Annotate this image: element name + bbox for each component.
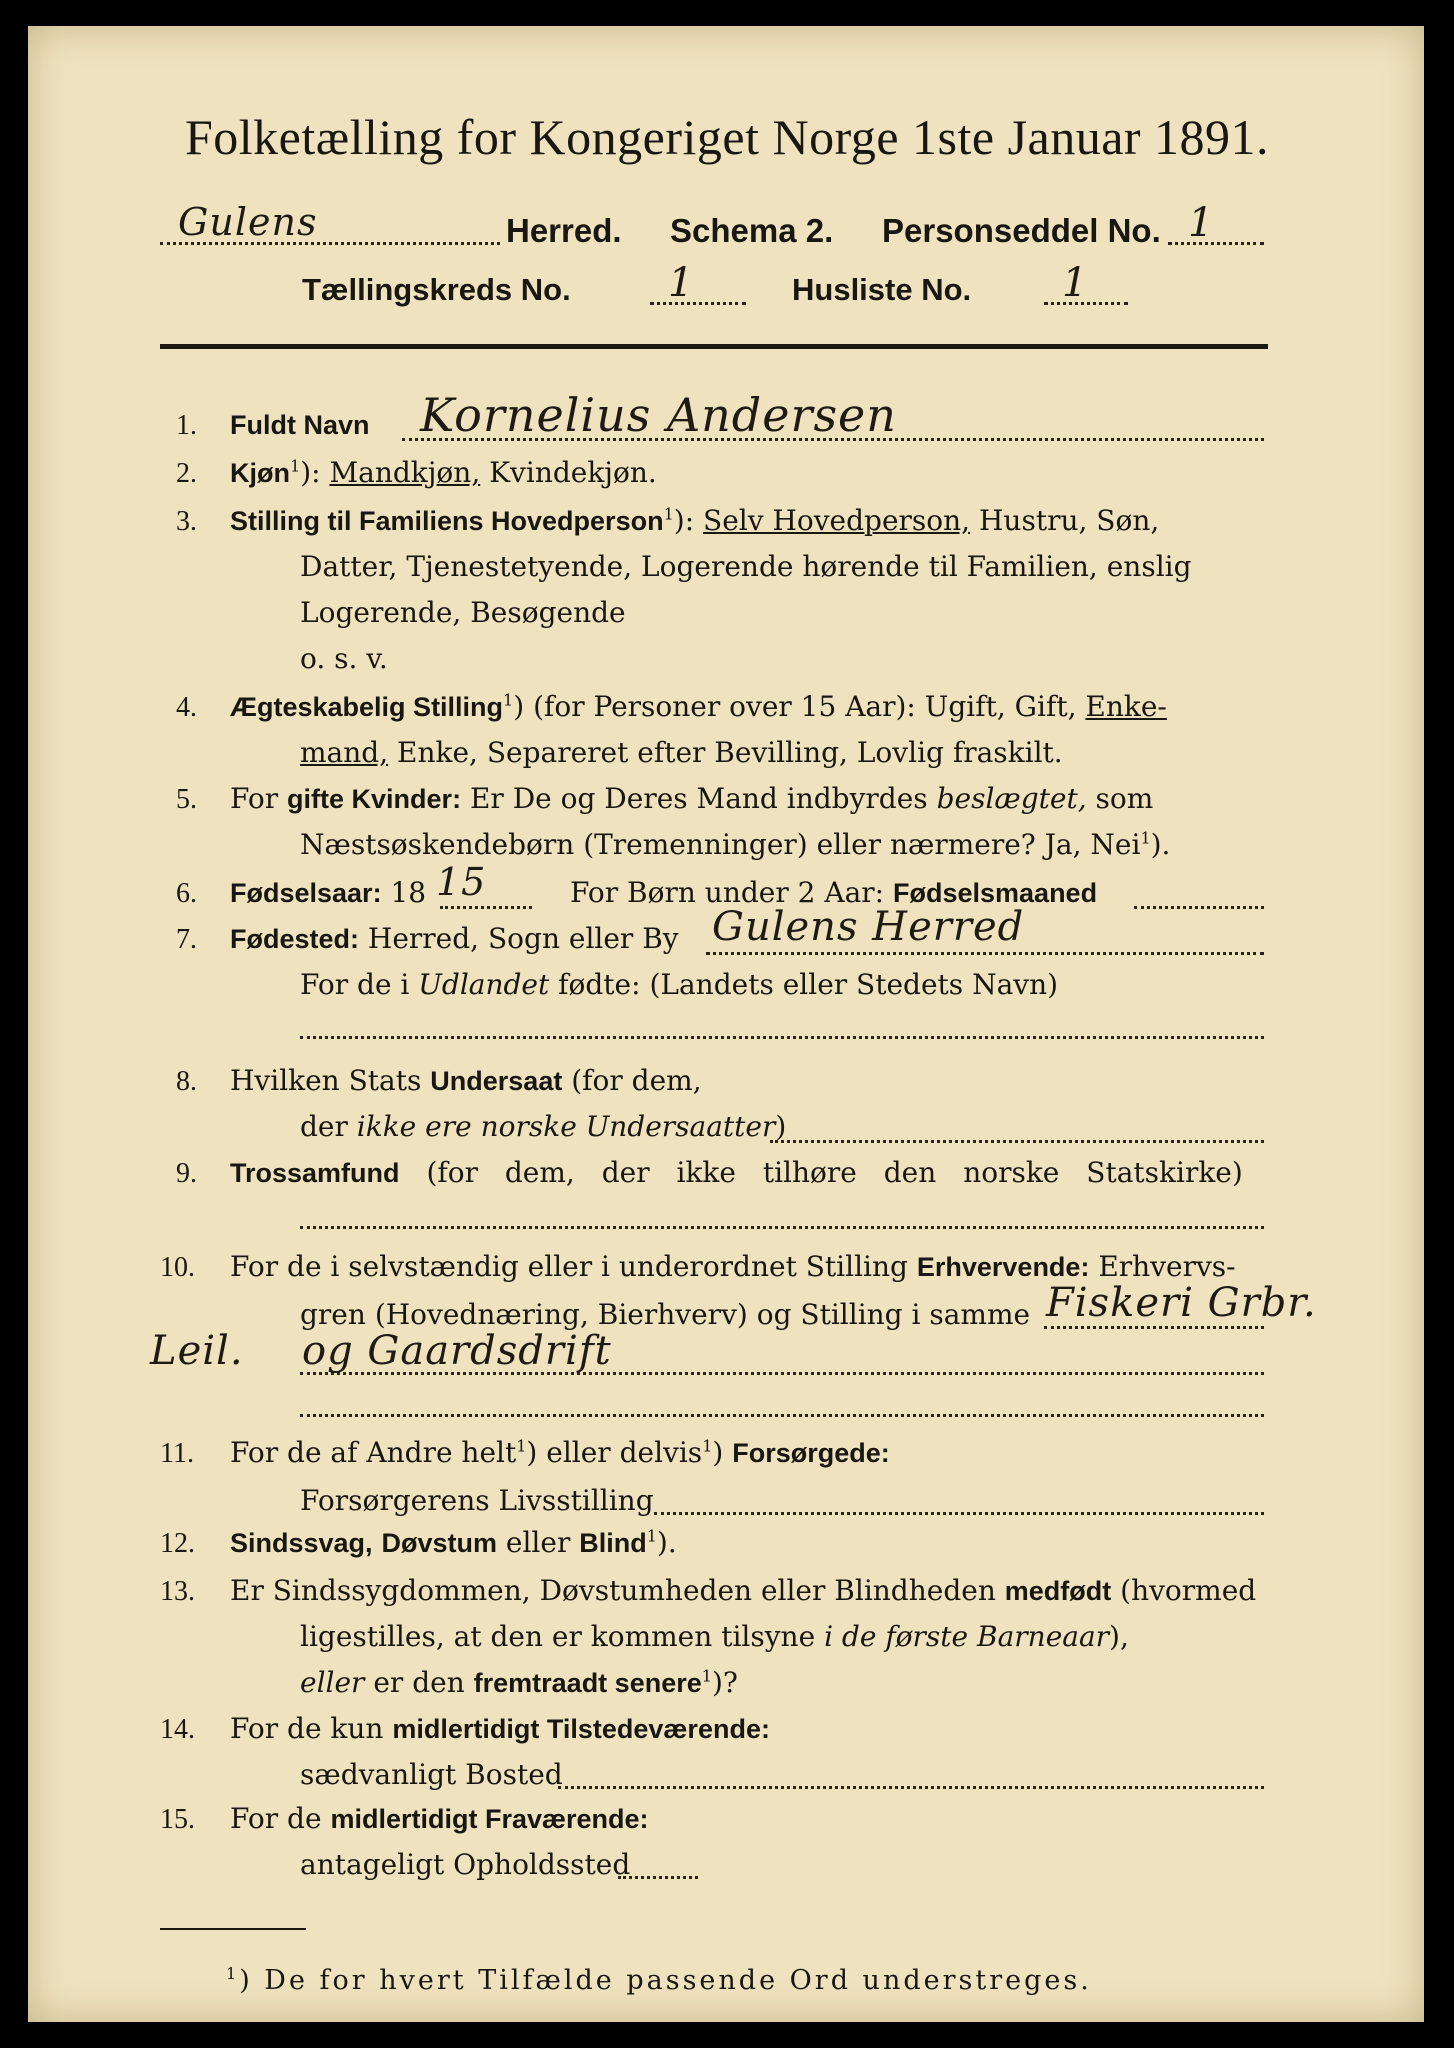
q12-line1: Sindssvag, Døvstum eller Blind$^1$). [230, 1526, 677, 1559]
q2-text: Kjøn$^1$): Mandkjøn, Kvindekjøn. [230, 456, 657, 489]
q14-line2: sædvanligt Bosted [300, 1758, 563, 1791]
q4-number: 4. [176, 692, 197, 723]
q10-line1: For de i selvstændig eller i underordnet Stilling Erhvervende: Erhvervs- [230, 1250, 1236, 1283]
q8-answer-line [770, 1140, 1264, 1143]
q14-number: 14. [160, 1714, 195, 1745]
q11-number: 11. [160, 1438, 194, 1469]
q5-line1: For gifte Kvinder: Er De og Deres Mand indbyrdes beslægtet, som [230, 782, 1154, 815]
q11-line2: Forsørgerens Livsstilling [300, 1484, 654, 1517]
q9-line1: Trossamfund (for dem, der ikke tilhøre den norske Statskirke) [230, 1156, 1243, 1189]
q12-number: 12. [160, 1528, 195, 1559]
q14-line1: For de kun midlertidigt Tilstedeværende: [230, 1712, 770, 1745]
q4-line1: Ægteskabelig Stilling$^1$) (for Personer over 15 Aar): Ugift, Gift, Enke- [230, 690, 1167, 723]
q10-answer-line3 [300, 1414, 1264, 1417]
taellingskreds-label: Tællingskreds No. [302, 272, 571, 307]
q4-selected-option-a: Enke- [1085, 690, 1167, 723]
q1-answer: Kornelius Andersen [420, 388, 897, 442]
schema-label: Schema 2. [670, 212, 834, 249]
q15-answer-line [618, 1876, 698, 1879]
q8-line1: Hvilken Stats Undersaat (for dem, [230, 1064, 702, 1097]
herred-name: Gulens [178, 200, 318, 244]
q9-number: 9. [176, 1158, 197, 1189]
q6-month-line [1134, 906, 1264, 909]
q8-line2: der ikke ere norske Undersaatter) [300, 1110, 787, 1143]
q15-number: 15. [160, 1804, 195, 1835]
q1-label: Fuldt Navn [230, 410, 370, 440]
q7-answer-line [706, 952, 1264, 955]
q3-selected-option: Selv Hovedperson, [703, 504, 971, 537]
q4-line2: mand, Enke, Separeret efter Bevilling, Lovlig fraskilt. [300, 736, 1063, 769]
footnote: $^1$) De for hvert Tilfælde passende Ord understreges. [226, 1964, 1092, 1996]
q6-text: For Børn under 2 Aar: Fødselsmaaned [570, 876, 1098, 909]
personseddel-number: 1 [1188, 200, 1215, 246]
form-title: Folketælling for Kongeriget Norge 1ste Januar 1891. [184, 109, 1270, 165]
q15-line2: antageligt Opholdssted [300, 1848, 631, 1881]
q11-line1: For de af Andre helt$^1$) eller delvis$^1$) Forsørgede: [230, 1436, 890, 1469]
q3-line4: o. s. v. [300, 642, 388, 675]
q2-number: 2. [176, 458, 197, 489]
personseddel-line [1168, 242, 1264, 245]
q10-number: 10. [160, 1252, 195, 1283]
herred-label: Herred. [506, 212, 622, 249]
q9-answer-line [300, 1226, 1264, 1229]
q5-line2: Næstsøskendebørn (Tremenninger) eller nærmere? Ja, Nei$^1$). [300, 828, 1171, 861]
q7-line2: For de i Udlandet fødte: (Landets eller Stedets Navn) [300, 968, 1059, 1001]
q10-answer2: og Gaardsdrift [302, 1328, 612, 1374]
q10-answer1: Fiskeri Grbr. [1046, 1280, 1317, 1326]
husliste-label: Husliste No. [792, 272, 972, 307]
q10-line2: gren (Hovednæring, Bierhverv) og Stilling i samme [300, 1298, 1031, 1331]
q15-line1: For de midlertidigt Fraværende: [230, 1802, 649, 1835]
q13-number: 13. [160, 1576, 195, 1607]
q13-line1: Er Sindssygdommen, Døvstumheden eller Blindheden medfødt (hvormed [230, 1574, 1257, 1607]
q8-number: 8. [176, 1066, 197, 1097]
q13-line3: eller er den fremtraadt senere$^1$)? [300, 1666, 738, 1699]
q6-year-answer: 15 [436, 860, 487, 904]
q7-answer: Gulens Herred [712, 904, 1025, 950]
q11-answer-line [654, 1512, 1264, 1515]
q13-line2: ligestilles, at den er kommen tilsyne i de første Barneaar), [300, 1620, 1129, 1653]
q10-answer-line1 [1044, 1326, 1264, 1329]
q2-selected-option: Mandkjøn, [329, 456, 481, 489]
q3-line3: Logerende, Besøgende [300, 596, 626, 629]
q4-selected-option-b: mand, [300, 736, 389, 769]
footnote-rule [160, 1928, 306, 1930]
q7-line1: Fødested: Herred, Sogn eller By [230, 922, 679, 955]
q5-number: 5. [176, 784, 197, 815]
q3-line1: Stilling til Familiens Hovedperson$^1$): Selv Hovedperson, Hustru, Søn, [230, 504, 1160, 537]
q7-abroad-line [300, 1036, 1264, 1039]
q10-answer2-margin: Leil. [150, 1328, 244, 1374]
taellingskreds-number: 1 [668, 260, 695, 306]
q6-label: Fødselsaar: 18 [230, 876, 427, 909]
taellingskreds-line [650, 302, 746, 305]
q6-year-line [440, 906, 532, 909]
q6-number: 6. [176, 878, 197, 909]
husliste-number: 1 [1062, 260, 1089, 306]
q7-number: 7. [176, 924, 197, 955]
personseddel-label: Personseddel No. [882, 212, 1161, 249]
q1-number: 1. [176, 410, 197, 441]
header-rule [160, 344, 1268, 349]
q14-answer-line [558, 1786, 1264, 1789]
q3-number: 3. [176, 506, 197, 537]
q3-line2: Datter, Tjenestetyende, Logerende hørende til Familien, enslig [300, 550, 1192, 583]
